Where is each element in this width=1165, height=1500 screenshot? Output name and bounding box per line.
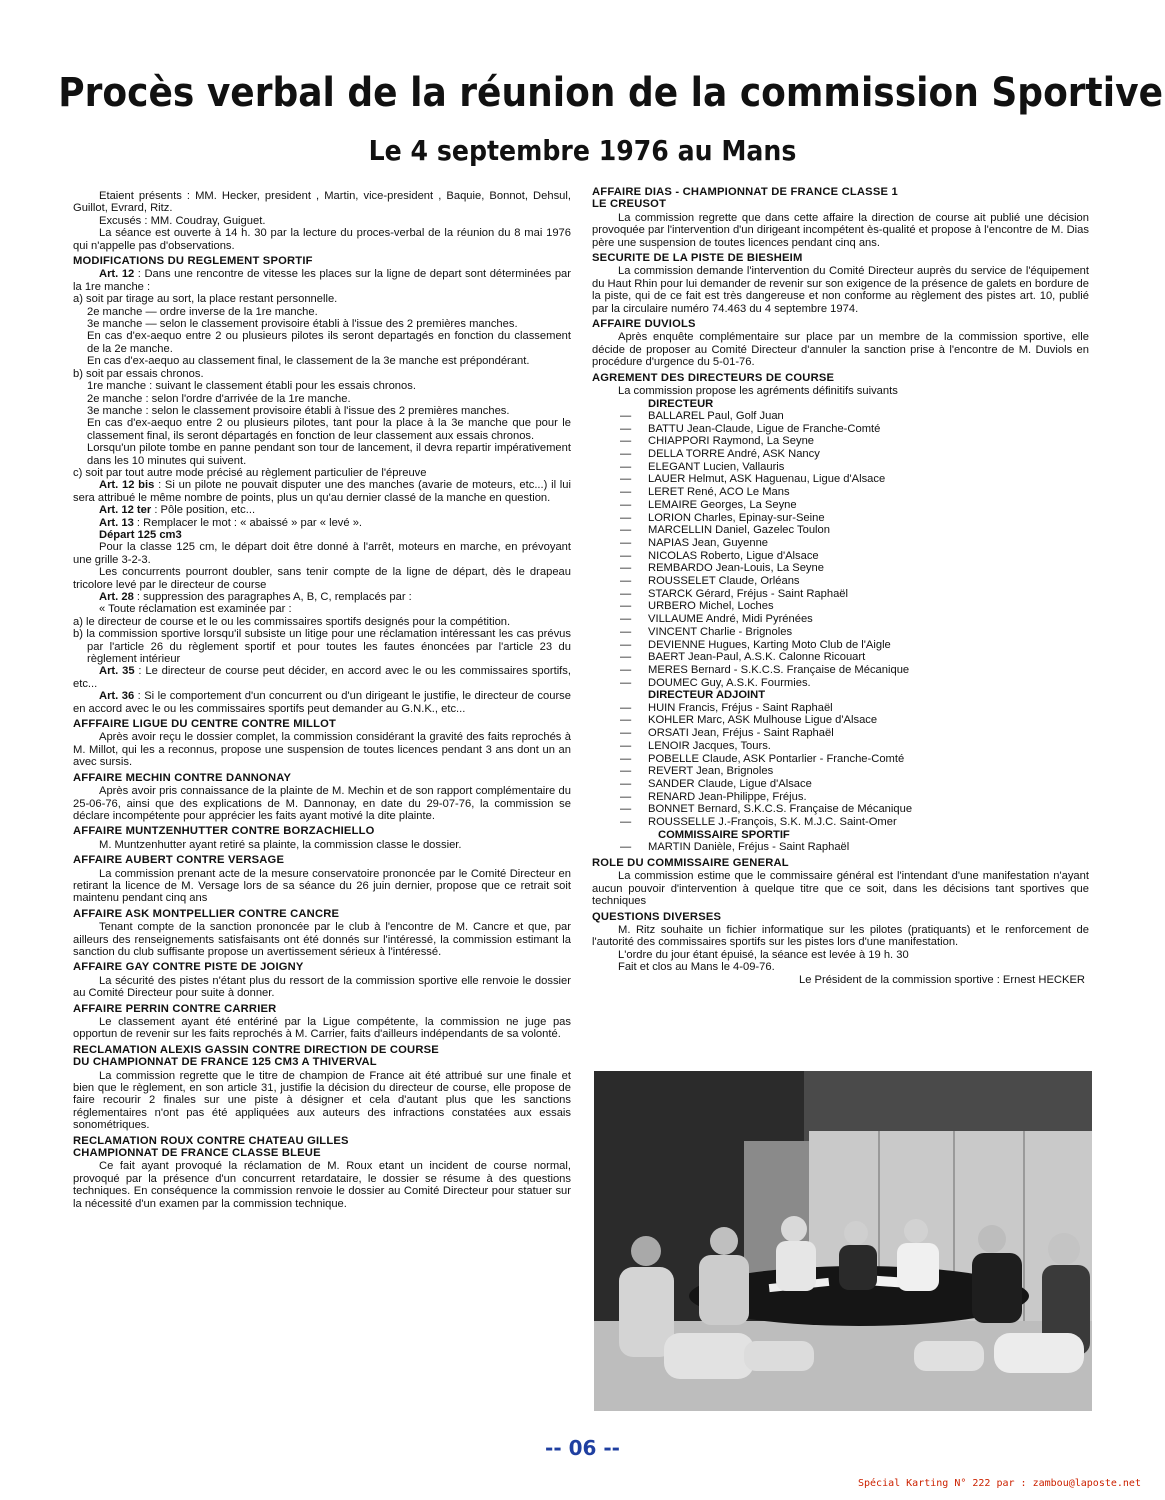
list-item: — MARTIN Danièle, Fréjus - Saint Raphaël — [620, 841, 850, 854]
rule-line: 2e manche — ordre inverse de la 1re manche. — [87, 305, 318, 318]
section-text: Tenant compte de la sanction prononcée par le club à l'encontre de M. Cancre et que, par ailleurs des renseignements satisfaisants ont été donnés sur l'intéressé, la commission estimant la sanction du club suffisante propose un avertissement sérieux à l'intéressé. — [73, 921, 571, 958]
article-35: Art. 35 : Le directeur de course peut décider, en accord avec le ou les commissaires sportifs, etc... — [73, 665, 571, 690]
signature: Le Président de la commission sportive : Ernest HECKER — [798, 973, 1085, 986]
list-item: — KOHLER Marc, ASK Mulhouse Ligue d'Alsace — [620, 714, 878, 727]
rule-line: En cas d'ex-aequo entre 2 ou plusieurs pilotes, tant pour la place à la 3e manche que pour le classement final, ils seront départagés en fonction de leur classement aux essais chronos. — [87, 417, 571, 442]
list-item: — DEVIENNE Hugues, Karting Moto Club de l'Aigle — [620, 638, 891, 651]
list-item: — NICOLAS Roberto, Ligue d'Alsace — [620, 549, 819, 562]
section-heading: RECLAMATION ALEXIS GASSIN CONTRE DIRECTION DE COURSE DU CHAMPIONNAT DE FRANCE 125 CM3 A THIVERVAL — [73, 1043, 439, 1069]
section-heading: SECURITE DE LA PISTE DE BIESHEIM — [592, 252, 803, 265]
list-item: — CHIAPPORI Raymond, La Seyne — [620, 435, 815, 448]
section-heading: QUESTIONS DIVERSES — [592, 910, 722, 923]
list-item: — URBERO Michel, Loches — [620, 600, 774, 613]
list-item: — STARCK Gérard, Fréjus - Saint Raphaël — [620, 587, 848, 600]
article-28-quote: « Toute réclamation est examinée par : — [99, 603, 292, 616]
rule-line: a) le directeur de course et le ou les commissaires sportifs designés pour la compétition. — [73, 615, 511, 628]
list-item: — ELEGANT Lucien, Vallauris — [620, 460, 785, 473]
section-text: Après enquête complémentaire sur place par un membre de la commission sportive, elle décide de proposer au Comité Directeur d'annuler la sanction prise à l'encontre de M. Duviols en procédure d'urgence du 5-01-76. — [592, 331, 1089, 369]
list-item: — MARCELLIN Daniel, Gazelec Toulon — [620, 524, 830, 537]
section-text: Après avoir reçu le dossier complet, la commission considérant la gravité des faits reprochés à M. Millot, qui les a reconnus, propose une suspension de toutes licences pendant 3 ans dont un an avec sursis. — [73, 731, 571, 769]
section-heading: RECLAMATION ROUX CONTRE CHATEAU GILLES CHAMPIONNAT DE FRANCE CLASSE BLEUE — [73, 1134, 349, 1160]
article-36: Art. 36 : Si le comportement d'un concurrent ou d'un dirigeant le justifie, le directeur de course en accord avec le ou les commissaires sportifs peut demander au G.N.K., etc... — [73, 690, 571, 715]
article-28: Art. 28 : suppression des paragraphes A, B, C, remplacés par : — [99, 591, 412, 603]
credit-line: Spécial Karting N° 222 par : zambou@laposte.net — [858, 1478, 1141, 1489]
section-heading: ROLE DU COMMISSAIRE GENERAL — [592, 856, 789, 869]
list-item: — BALLAREL Paul, Golf Juan — [620, 409, 784, 422]
page-number: -- 06 -- — [545, 1436, 620, 1460]
list-item: — VILLAUME André, Midi Pyrénées — [620, 613, 813, 626]
section-heading: AFFAIRE MUNTZENHUTTER CONTRE BORZACHIELLO — [73, 825, 375, 838]
section-heading: AFFAIRE PERRIN CONTRE CARRIER — [73, 1002, 277, 1015]
list-item: — REVERT Jean, Brignoles — [620, 765, 774, 778]
list-item: — REMBARDO Jean-Louis, La Seyne — [620, 562, 824, 575]
list-item: — MERES Bernard - S.K.C.S. Française de Mécanique — [620, 663, 910, 676]
section-text: La commission prenant acte de la mesure conservatoire prononcée par le Comité Directeur en retirant la licence de M. Versage lors de sa séance du 26 juin dernier, propose que ce retrait soit maintenu pendant cinq ans — [73, 867, 571, 905]
list-item: — LERET René, ACO Le Mans — [620, 486, 790, 499]
list-item: — ORSATI Jean, Fréjus - Saint Raphaël — [620, 727, 834, 740]
section-text: Ce fait ayant provoqué la réclamation de M. Roux etant un incident de course normal, provoqué par la présence d'un concurrent retardataire, le dossier se résume à des questions techniques. En conséquence la commission renvoie le dossier au Comité Directeur pour statuer sur la nécessité d'un examen par la commission technique. — [73, 1160, 571, 1210]
right-column — [592, 186, 1089, 986]
section-text: La commission estime que le commissaire général est l'intendant d'une manifestation n'ayant aucun pouvoir d'intervention à quelque titre que ce soit, dans les décisions tant sportives que techniques — [592, 870, 1089, 908]
section-heading: AFFAIRE ASK MONTPELLIER CONTRE CANCRE — [73, 907, 340, 920]
rule-line: a) soit par tirage au sort, la place restant personnelle. — [73, 293, 338, 306]
article-12-ter: Art. 12 ter : Pôle position, etc... — [99, 504, 256, 517]
section-heading: AFFAIRE DUVIOLS — [592, 318, 696, 331]
article-13: Art. 13 : Remplacer le mot : « abaissé » par « levé ». — [99, 516, 363, 529]
section-heading: AFFAIRE GAY CONTRE PISTE DE JOIGNY — [73, 961, 304, 974]
list-label-directeur: DIRECTEUR — [648, 397, 714, 410]
list-item: — BATTU Jean-Claude, Ligue de Franche-Comté — [620, 422, 881, 435]
list-item: — BAERT Jean-Paul, A.S.K. Calonne Ricouart — [620, 651, 866, 664]
rule-line: 3e manche : selon le classement provisoire établi à l'issue des 2 premières manches. — [87, 404, 510, 417]
list-item: — BONNET Bernard, S.K.C.S. Française de Mécanique — [620, 803, 913, 816]
rule-line: En cas d'ex-aequo au classement final, le classement de la 3e manche est prépondérant. — [87, 355, 530, 368]
section-text: La commission demande l'intervention du Comité Directeur auprès du service de l'équipement du Haut Rhin pour lui demander de revenir sur son exigence de la présence de galets en bordure de la piste, qui de ce fait est très dangereuse et non conforme au règlement des pistes art. 10, publié par la circulaire numéro 74.463 du 4 septembre 1974. — [592, 265, 1089, 315]
rule-line: 3e manche — selon le classement provisoire établi à l'issue des 2 premières manches. — [87, 318, 518, 331]
page-subtitle: Le 4 septembre 1976 au Mans — [368, 134, 797, 167]
left-column — [73, 190, 571, 1210]
article-12: Art. 12 : Dans une rencontre de vitesse les places sur la ligne de depart sont déterminées par la 1re manche : — [73, 268, 571, 293]
meeting-photo — [594, 1071, 1092, 1411]
list-item: — HUIN Francis, Fréjus - Saint Raphaël — [620, 701, 833, 714]
meeting-photo-illustration — [594, 1071, 1092, 1411]
list-label-adjoint: DIRECTEUR ADJOINT — [648, 689, 766, 702]
list-item: — DELLA TORRE André, ASK Nancy — [620, 448, 820, 461]
closing-line: Fait et clos au Mans le 4-09-76. — [618, 961, 775, 974]
intro-seance: La séance est ouverte à 14 h. 30 par la lecture du proces-verbal de la réunion du 8 mai 1976 qui n'appelle pas d'observations. — [73, 227, 571, 252]
list-item: — SANDER Claude, Ligue d'Alsace — [620, 778, 812, 790]
adjoint-list — [592, 702, 1089, 829]
list-item: — LAUER Helmut, ASK Haguenau, Ligue d'Alsace — [620, 473, 886, 486]
section-text: M. Muntzenhutter ayant retiré sa plainte, la commission classe le dossier. — [99, 838, 462, 851]
list-item: — LENOIR Jacques, Tours. — [620, 739, 771, 752]
section-text: La commission regrette que le titre de champion de France ait été attribué sur une finale et bien que le règlement, en son article 31, justifie la décision du directeur de course, elle propose de faire recourir 2 finales sur une piste à désigner et cela d'autant plus que les sanctions réglementaires n'ont pas été appliquées aux auteurs des infractions constatées aux essais sonométriques. — [73, 1069, 571, 1132]
list-item: — ROUSSELET Claude, Orléans — [620, 575, 800, 588]
list-item: — DOUMEC Guy, A.S.K. Fourmies. — [620, 676, 811, 689]
intro-present: Etaient présents : MM. Hecker, president , Martin, vice-president , Baquie, Bonnot, Dehsul, Guillot, Evrard, Ritz. — [73, 190, 571, 215]
section-heading: AFFAIRE AUBERT CONTRE VERSAGE — [73, 854, 285, 867]
section-text: La commission propose les agréments définitifs suivants — [618, 385, 898, 398]
section-heading: AFFFAIRE LIGUE DU CENTRE CONTRE MILLOT — [73, 718, 337, 731]
rule-line: 2e manche : selon l'ordre d'arrivée de la 1re manche. — [87, 392, 351, 405]
section-heading: AFFAIRE MECHIN CONTRE DANNONAY — [73, 771, 292, 784]
list-item: — ROUSSELLE J.-François, S.K. M.J.C. Saint-Omer — [620, 816, 897, 829]
rule-line: En cas d'ex-aequo entre 2 ou plusieurs pilotes ils seront departagés en fonction du classement de la 2e manche. — [87, 330, 571, 355]
closing-line: L'ordre du jour étant épuisé, la séance est levée à 19 h. 30 — [618, 948, 909, 961]
depart-text: Pour la classe 125 cm, le départ doit être donné à l'arrêt, moteurs en marche, en prévoyant une grille 3-2-3. — [73, 541, 571, 566]
list-item: — NAPIAS Jean, Guyenne — [620, 536, 769, 549]
commissaire-list — [592, 841, 1089, 854]
rule-line: Lorsqu'un pilote tombe en panne pendant son tour de lancement, il devra repartir impérativement dans les 10 minutes qui suivent. — [87, 442, 571, 467]
section-text: Après avoir pris connaissance de la plainte de M. Mechin et de son rapport complémentaire du 25-06-76, ainsi que des explications de M. Dannonay, en date du 29-07-76, la commission se déclare incompétente pour apprécier les faits ayant motivé la dite plainte. — [73, 785, 571, 822]
list-item: — POBELLE Claude, ASK Pontarlier - Franche-Comté — [620, 752, 905, 765]
intro-excuses: Excusés : MM. Coudray, Guiguet. — [99, 214, 266, 227]
depart-heading: Départ 125 cm3 — [99, 528, 182, 541]
article-12-bis: Art. 12 bis : Si un pilote ne pouvait disputer une des manches (avarie de moteurs, etc...) il lui sera attribué le même nombre de points, plus un qu'au dernier classé de la manche en question. — [73, 479, 571, 504]
list-label-commissaire: COMMISSAIRE SPORTIF — [658, 828, 790, 841]
list-item: — RENARD Jean-Philippe, Fréjus. — [620, 790, 807, 803]
section-heading: AFFAIRE DIAS - CHAMPIONNAT DE FRANCE CLASSE 1 LE CREUSOT — [592, 186, 898, 211]
list-item: — LEMAIRE Georges, La Seyne — [620, 498, 797, 511]
rule-line: b) soit par essais chronos. — [73, 367, 204, 380]
rule-line: c) soit par tout autre mode précisé au règlement particulier de l'épreuve — [73, 466, 427, 479]
depart-text: Les concurrents pourront doubler, sans tenir compte de la ligne de départ, dès le drapeau tricolore levé par le directeur de course — [73, 566, 571, 591]
list-item: — VINCENT Charlie - Brignoles — [620, 625, 793, 638]
section-text: M. Ritz souhaite un fichier informatique sur les pilotes (pratiquants) et le renforcement de l'autorité des commissaires sportifs sur les pistes lors d'une manifestation. — [592, 923, 1089, 949]
rule-line: b) la commission sportive lorsqu'il subsiste un litige pour une réclamation intéressant les cas prévus par l'article 26 du règlement sportif et pour toutes les fautes énoncées par l'article 23 du règlement intérieur — [73, 628, 571, 666]
directeur-list — [592, 410, 1089, 689]
section-heading: AGREMENT DES DIRECTEURS DE COURSE — [592, 371, 835, 384]
rule-line: 1re manche : suivant le classement établi pour les essais chronos. — [87, 380, 416, 393]
list-item: — LORION Charles, Epinay-sur-Seine — [620, 511, 825, 524]
section-text: La sécurité des pistes n'étant plus du ressort de la commission sportive elle renvoie le dossier au Comité Directeur pour suite à donner. — [73, 974, 571, 1000]
section-text: La commission regrette que dans cette affaire la direction de course ait publié une décision provoquée par l'intervention d'un dirigeant incompétent ès-qualité et propose à l'encontre de M. Dias père une suspension de toutes licences pendant cinq ans. — [592, 211, 1089, 249]
page-title: Procès verbal de la réunion de la commission Sportive — [58, 70, 1163, 116]
section-text: Le classement ayant été entériné par la Ligue compétente, la commission ne juge pas opportun de revenir sur les faits reprochés à M. Carrier, faits d'ailleurs indépendants de sa volonté. — [73, 1016, 571, 1041]
section-heading: MODIFICATIONS DU REGLEMENT SPORTIF — [73, 255, 313, 268]
